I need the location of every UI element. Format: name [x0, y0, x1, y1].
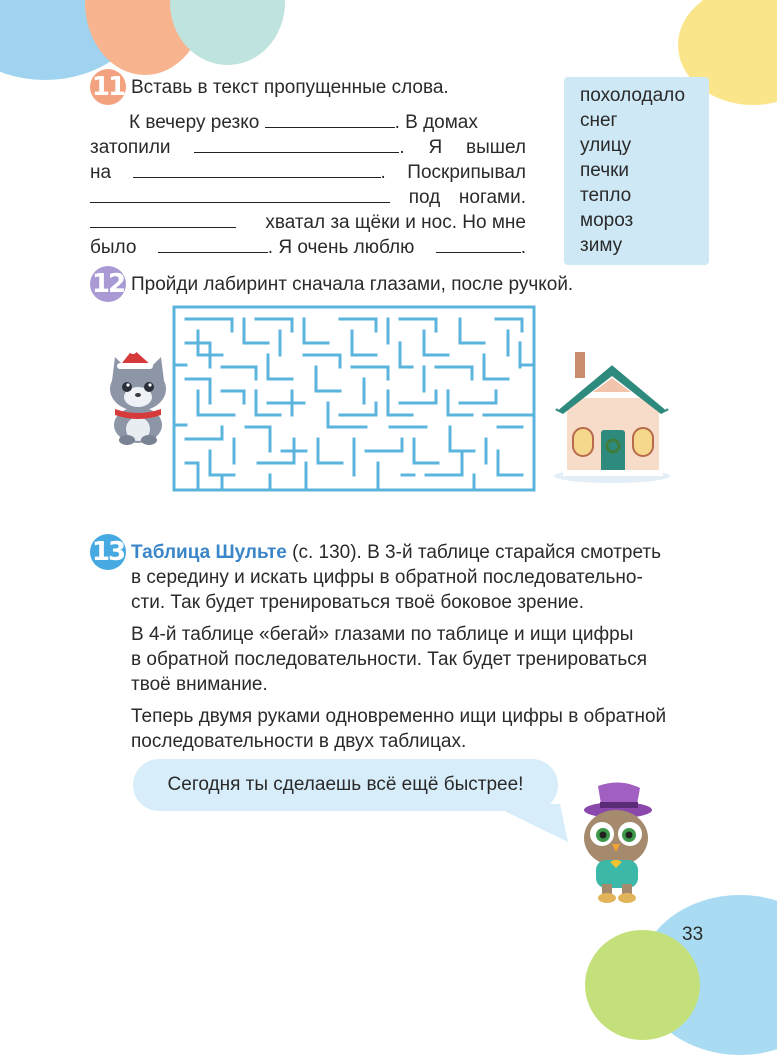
task-13-text [131, 540, 716, 754]
word-bank-item: улицу [580, 135, 632, 156]
text-line-1: К вечеру резко . В домах [129, 112, 478, 133]
text-line-3: на . Поскрипывал [90, 162, 526, 183]
word-bank-item: похолодало [580, 85, 686, 106]
maze[interactable] [172, 305, 536, 492]
page-number: 33 [682, 924, 704, 945]
answer-blank[interactable] [194, 135, 399, 153]
answer-blank[interactable] [436, 235, 521, 253]
answer-blank[interactable] [158, 235, 268, 253]
answer-blank[interactable] [90, 210, 236, 228]
task-13-line: Теперь двумя руками одновременно ищи цифры в обратной [131, 706, 667, 727]
word-bank-item: зиму [580, 235, 623, 256]
answer-blank[interactable] [265, 110, 395, 128]
speech-bubble: Сегодня ты сделаешь всё ещё быстрее! [133, 759, 558, 811]
text-line-4: под ногами. [90, 185, 526, 210]
word-bank [564, 77, 709, 265]
task-13-line: Таблица Шульте (с. 130). В 3-й таблице старайся смотреть [131, 542, 662, 563]
decor-blob-green [585, 930, 700, 1040]
task-13-line: последовательности в двух таблицах. [131, 731, 467, 752]
task-11-instruction: Вставь в текст пропущенные слова. [131, 77, 449, 98]
text-line-5: хватал за щёки и нос. Но мне [90, 210, 526, 235]
text-line-2: затопили . Я вышел [90, 137, 526, 158]
answer-blank[interactable] [90, 185, 390, 203]
task-13-line: сти. Так будет тренироваться твоё боковое зрение. [131, 592, 585, 613]
task-13-number: 13 [90, 534, 126, 570]
snowy-house-icon [553, 338, 671, 483]
task-12-instruction: Пройди лабиринт сначала глазами, после ручкой. [131, 274, 574, 295]
schulte-table-link[interactable]: Таблица Шульте [131, 542, 287, 563]
word-bank-item: мороз [580, 210, 634, 231]
text-line-6: было . Я очень люблю . [90, 237, 526, 258]
word-bank-item: снег [580, 110, 618, 131]
task-13-line: В 4-й таблице «бегай» глазами по таблице и ищи цифры [131, 624, 634, 645]
task-13-line: в обратной последовательности. Так будет тренироваться [131, 649, 648, 670]
decor-blob-teal [170, 0, 285, 65]
task-13-line: твоё внимание. [131, 674, 268, 695]
task-13-line: в середину и искать цифры в обратной последовательно- [131, 567, 643, 588]
task-11-text [90, 110, 526, 260]
task-11-number: 11 [90, 69, 126, 105]
owl-mascot-icon [568, 780, 668, 905]
word-bank-item: печки [580, 160, 630, 181]
answer-blank[interactable] [133, 160, 381, 178]
cat-santa-hat-icon [105, 345, 175, 445]
task-12-number: 12 [90, 266, 126, 302]
word-bank-item: тепло [580, 185, 632, 206]
